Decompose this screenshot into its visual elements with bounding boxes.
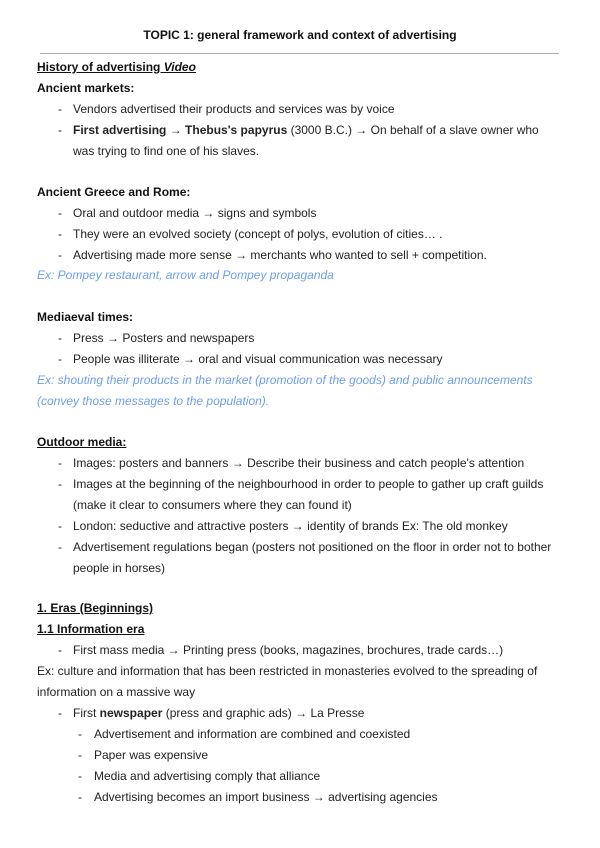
bullet: -: [78, 748, 82, 762]
bullet: -: [58, 102, 62, 116]
bullet: -: [78, 769, 82, 783]
list-item: People was illiterate → oral and visual communication was necessary: [73, 352, 443, 366]
sub-list-item: Advertisement and information are combined and coexisted: [94, 727, 411, 741]
list-item-continued: was trying to find one of his slaves.: [73, 144, 260, 158]
bullet: -: [58, 227, 62, 241]
example-text: information on a massive way: [37, 685, 196, 699]
heading-mediaeval: Mediaeval times:: [37, 310, 134, 324]
list-item: London: seductive and attractive posters → identity of brands Ex: The old monkey: [73, 519, 508, 533]
list-item: Vendors advertised their products and services was by voice: [73, 102, 395, 116]
list-item: They were an evolved society (concept of polys, evolution of cities… .: [73, 227, 443, 241]
heading-greece-rome: Ancient Greece and Rome:: [37, 185, 191, 199]
bold-text: newspaper: [99, 706, 163, 720]
heading-outdoor-media: Outdoor media:: [37, 435, 127, 449]
text: First: [73, 706, 100, 720]
list-item-continued: (make it clear to consumers where they can found it): [73, 498, 352, 512]
example-text: (convey those messages to the population).: [37, 394, 270, 408]
bullet: -: [58, 206, 62, 220]
list-item: First mass media → Printing press (books, magazines, brochures, trade cards…): [73, 643, 504, 657]
list-item: Advertisement regulations began (posters not positioned on the floor in order not to bother: [73, 540, 552, 554]
heading-ancient-markets: Ancient markets:: [37, 81, 135, 95]
bullet: -: [58, 706, 62, 720]
example-text: Ex: Pompey restaurant, arrow and Pompey propaganda: [37, 268, 334, 282]
subheading-information-era: 1.1 Information era: [37, 622, 145, 636]
list-item: Oral and outdoor media → signs and symbols: [73, 206, 317, 220]
page-title: TOPIC 1: general framework and context of advertising: [143, 28, 457, 42]
bullet: -: [58, 331, 62, 345]
sub-list-item: Advertising becomes an import business → advertising agencies: [94, 790, 438, 804]
sub-list-item: Paper was expensive: [94, 748, 209, 762]
example-text: Ex: shouting their products in the market (promotion of the goods) and public announcements: [37, 373, 533, 387]
bold-text: Thebus's papyrus: [185, 123, 288, 137]
bold-text: First advertising: [73, 123, 167, 137]
bullet: -: [58, 123, 62, 137]
list-item: Press → Posters and newspapers: [73, 331, 255, 345]
list-item: Advertising made more sense → merchants who wanted to sell + competition.: [73, 248, 487, 262]
example-text: Ex: culture and information that has been restricted in monasteries evolved to the spreading of: [37, 664, 538, 678]
arrow: →: [166, 123, 186, 137]
video-link[interactable]: Video: [163, 60, 196, 74]
list-item: Images at the beginning of the neighbourhood in order to people to gather up craft guilds: [73, 477, 544, 491]
bullet: -: [78, 790, 82, 804]
text: (3000 B.C.) → On behalf of a slave owner who: [287, 123, 539, 137]
bullet: -: [58, 540, 62, 554]
list-item: Images: posters and banners → Describe their business and catch people's attention: [73, 456, 525, 470]
text: (press and graphic ads) → La Presse: [162, 706, 365, 720]
bullet: -: [58, 477, 62, 491]
bullet: -: [58, 643, 62, 657]
heading-eras: 1. Eras (Beginnings): [37, 601, 154, 615]
bullet: -: [58, 352, 62, 366]
sub-list-item: Media and advertising comply that alliance: [94, 769, 321, 783]
bullet: -: [78, 727, 82, 741]
bullet: -: [58, 456, 62, 470]
list-item: [73, 705, 364, 721]
bullet: -: [58, 519, 62, 533]
list-item-continued: people in horses): [73, 561, 166, 575]
divider: [40, 53, 559, 54]
heading-text: History of advertising: [37, 60, 164, 74]
bullet: -: [58, 248, 62, 262]
section-heading-history: [37, 59, 196, 75]
list-item: [73, 122, 539, 138]
